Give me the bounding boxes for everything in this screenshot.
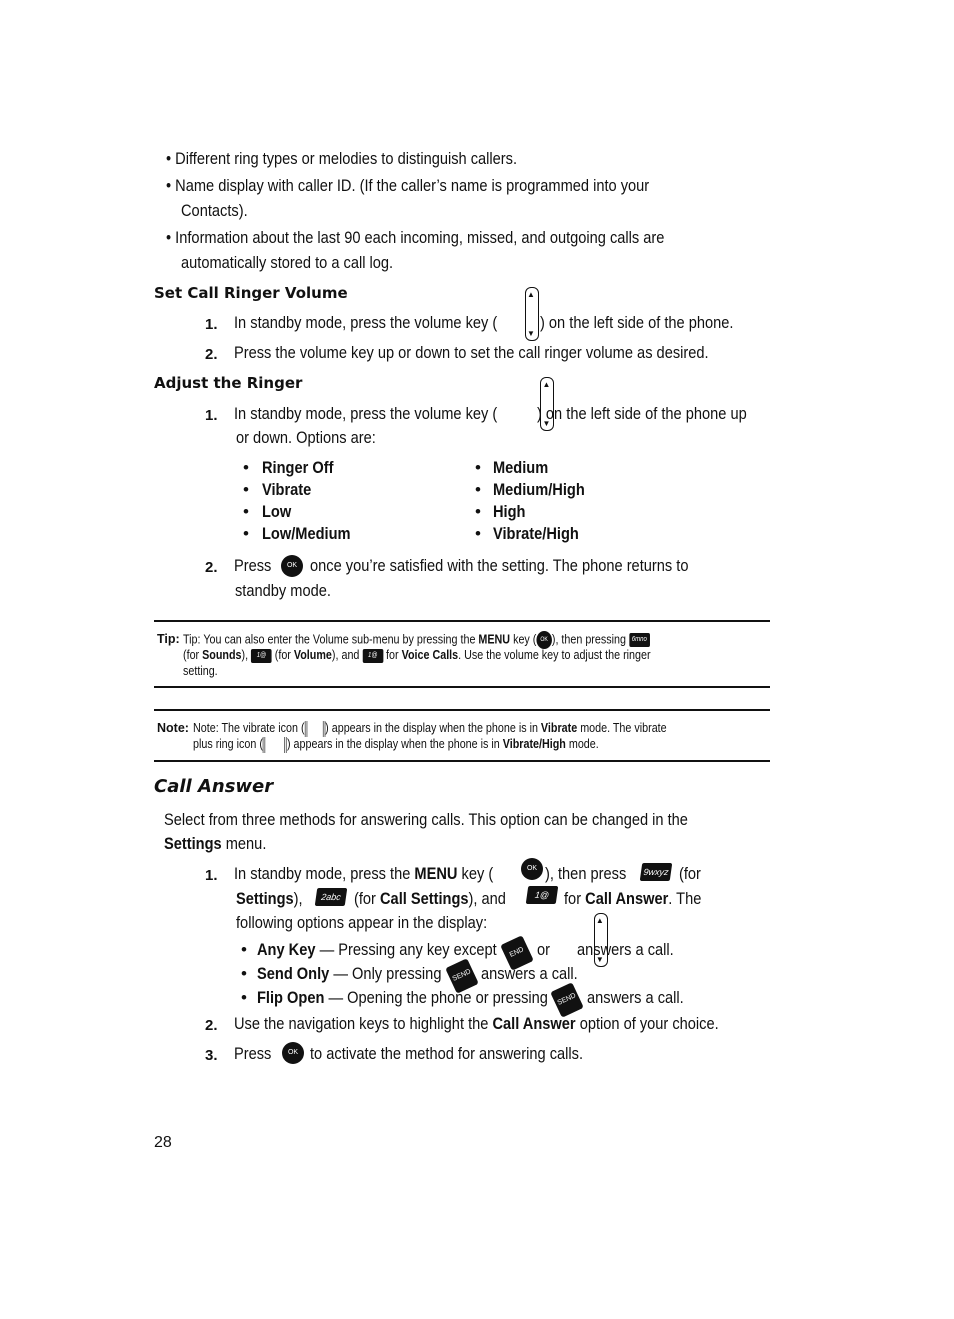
intro-bullet-2: • Name display with caller ID. (If the caller’s name is programmed into your [166, 176, 650, 195]
adjust-step-2-press: Press [234, 556, 272, 575]
key-2-icon: 2abc [315, 888, 348, 906]
any-key-end: answers a call. [577, 940, 674, 959]
adjust-step-1: In standby mode, press the volume key ( [234, 404, 498, 423]
step-number: 2. [205, 1017, 218, 1034]
call-answer-step-1-line2: Settings), [236, 889, 303, 908]
vibrate-icon [305, 721, 326, 737]
intro-bullet-3: • Information about the last 90 each incoming, missed, and outgoing calls are [166, 228, 665, 247]
option-bullet: • [475, 458, 481, 477]
intro-bullet-2-cont: Contacts). [181, 201, 248, 220]
step-number: 1. [205, 867, 218, 884]
adjust-step-2: once you’re satisfied with the setting. The phone returns to [310, 556, 689, 575]
call-answer-step-1: In standby mode, press the MENU key ( [234, 864, 494, 883]
any-key-or: or [537, 940, 551, 959]
key-1-icon: 1@ [251, 649, 272, 663]
flip-open-option: Flip Open — Opening the phone or pressing [257, 988, 548, 1007]
page-number: 28 [154, 1134, 172, 1151]
option-bullet: • [475, 480, 481, 499]
note-line-2: plus ring icon ( ) appears in the display when the phone is in Vibrate/High mode. [193, 737, 599, 751]
option-bullet: • [243, 458, 249, 477]
option-high: High [493, 502, 526, 521]
call-answer-step-1-line2-c: for Call Answer. The [564, 889, 702, 908]
option-medium: Medium [493, 458, 549, 477]
call-answer-intro: Select from three methods for answering calls. This option can be changed in the [164, 810, 688, 829]
flip-open-end: answers a call. [587, 988, 684, 1007]
option-bullet: • [243, 480, 249, 499]
note-top-rule [154, 709, 770, 711]
send-key-icon: SEND [445, 958, 479, 994]
call-answer-step-1-line2-b: (for Call Settings), and [354, 889, 506, 908]
send-key-icon: SEND [550, 982, 584, 1018]
call-answer-step-3-press: Press [234, 1044, 272, 1063]
ok-key-icon: OK [521, 858, 543, 880]
heading-adjust-the-ringer: Adjust the Ringer [154, 374, 303, 392]
note-label: Note: [157, 721, 189, 735]
adjust-step-2-cont: standby mode. [235, 581, 331, 600]
sub-bullet: • [241, 964, 247, 983]
option-low: Low [262, 502, 292, 521]
option-low-medium: Low/Medium [262, 524, 351, 543]
adjust-step-1-cont: or down. Options are: [236, 428, 376, 447]
heading-set-call-ringer-volume: Set Call Ringer Volume [154, 284, 348, 302]
tip-line-3: setting. [183, 664, 218, 678]
note-bottom-rule [154, 760, 770, 762]
send-only-option: Send Only — Only pressing [257, 964, 442, 983]
intro-bullet-1: • Different ring types or melodies to distinguish callers. [166, 149, 518, 168]
ok-key-icon: OK [282, 1042, 304, 1064]
option-medium-high: Medium/High [493, 480, 585, 499]
option-vibrate: Vibrate [262, 480, 312, 499]
adjust-step-1-end: ) on the left side of the phone up [537, 404, 747, 423]
tip-label: Tip: [157, 632, 180, 646]
ringer-step-1: In standby mode, press the volume key ( [234, 313, 498, 332]
tip-bottom-rule [154, 686, 770, 688]
key-6-icon: 6mno [629, 633, 650, 647]
sub-bullet: • [241, 988, 247, 1007]
call-answer-step-1-b: ), then press [545, 864, 627, 883]
step-number: 1. [205, 407, 218, 424]
vibrate-ring-icon [263, 737, 287, 753]
tip-line-1: Tip: You can also enter the Volume sub-menu by pressing the MENU key ( OK ), then pressing 6mno [183, 631, 726, 649]
note-line-1: Note: The vibrate icon ( ) appears in the display when the phone is in Vibrate mode. The vibrate [193, 721, 667, 735]
option-bullet: • [475, 502, 481, 521]
ringer-step-2: Press the volume key up or down to set the call ringer volume as desired. [234, 343, 709, 362]
any-key-option: Any Key — Pressing any key except [257, 940, 497, 959]
option-ringer-off: Ringer Off [262, 458, 334, 477]
call-answer-step-2: Use the navigation keys to highlight the Call Answer option of your choice. [234, 1014, 719, 1033]
key-1-icon: 1@ [362, 649, 383, 663]
ok-key-icon: OK [281, 555, 303, 577]
end-key-icon: END [500, 935, 534, 971]
volume-key-icon [525, 287, 539, 341]
tip-top-rule [154, 620, 770, 622]
option-vibrate-high: Vibrate/High [493, 524, 579, 543]
tip-line-2: (for Sounds), 1@ (for Volume), and 1@ for Voice Calls. Use the volume key to adjust the ringer [183, 648, 651, 662]
option-bullet: • [475, 524, 481, 543]
key-9-icon: 9wxyz [640, 863, 673, 881]
step-number: 2. [205, 559, 218, 576]
option-bullet: • [243, 502, 249, 521]
call-answer-intro-cont: Settings menu. [164, 834, 267, 853]
step-number: 2. [205, 346, 218, 363]
call-answer-step-1-line3: following options appear in the display: [236, 913, 488, 932]
step-number: 1. [205, 316, 218, 333]
option-bullet: • [243, 524, 249, 543]
sub-bullet: • [241, 940, 247, 959]
heading-call-answer: Call Answer [154, 776, 274, 797]
step-number: 3. [205, 1047, 218, 1064]
call-answer-step-1-c: (for [679, 864, 701, 883]
key-1-icon: 1@ [526, 886, 559, 904]
intro-bullet-3-cont: automatically stored to a call log. [181, 253, 394, 272]
ringer-step-1-end: ) on the left side of the phone. [540, 313, 734, 332]
send-only-end: answers a call. [481, 964, 578, 983]
ok-key-icon: OK [536, 631, 551, 649]
call-answer-step-3: to activate the method for answering calls. [310, 1044, 584, 1063]
